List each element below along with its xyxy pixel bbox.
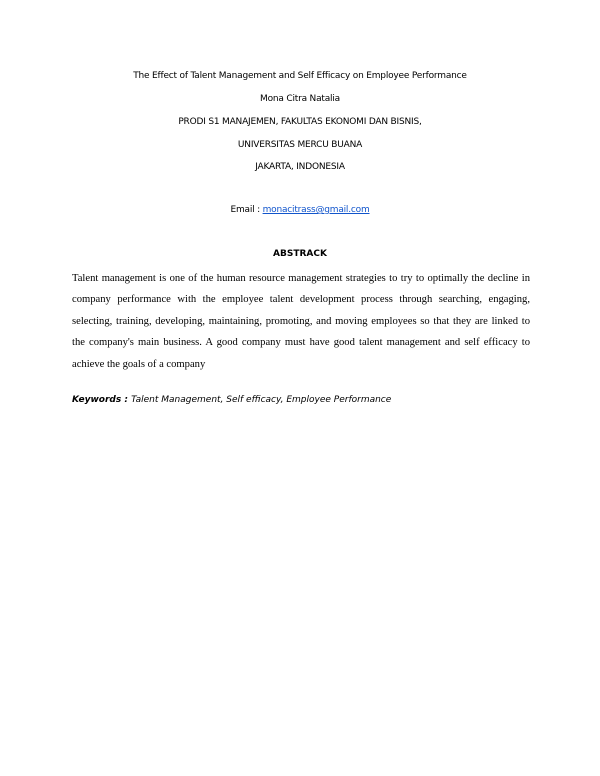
- email-link[interactable]: monacitrass@gmail.com: [262, 205, 370, 215]
- email-label: Email :: [230, 205, 263, 215]
- author-location: JAKARTA, INDONESIA: [255, 162, 345, 172]
- email-line: [0, 204, 600, 216]
- author-department: PRODI S1 MANAJEMEN, FAKULTAS EKONOMI DAN BISNIS,: [178, 117, 422, 127]
- keywords-text: Talent Management, Self efficacy, Employee Performance: [131, 395, 392, 405]
- keywords-line: [72, 394, 391, 406]
- keywords-label: Keywords :: [72, 395, 132, 405]
- abstract-text: Talent management is one of the human resource management strategies to try to optimally the decline in company performance with the employee talent development process through searching, engaging, selecting, training, developing, maintaining, promoting, and moving employees so that they are linked to the company's main business. A good company must have good talent management and self efficacy to achieve the goals of a company: [72, 273, 530, 370]
- abstract-heading: ABSTRACK: [273, 249, 327, 259]
- paper-title: The Effect of Talent Management and Self Efficacy on Employee Performance: [133, 71, 467, 81]
- author-name: Mona Citra Natalia: [260, 94, 340, 104]
- author-university: UNIVERSITAS MERCU BUANA: [237, 140, 363, 150]
